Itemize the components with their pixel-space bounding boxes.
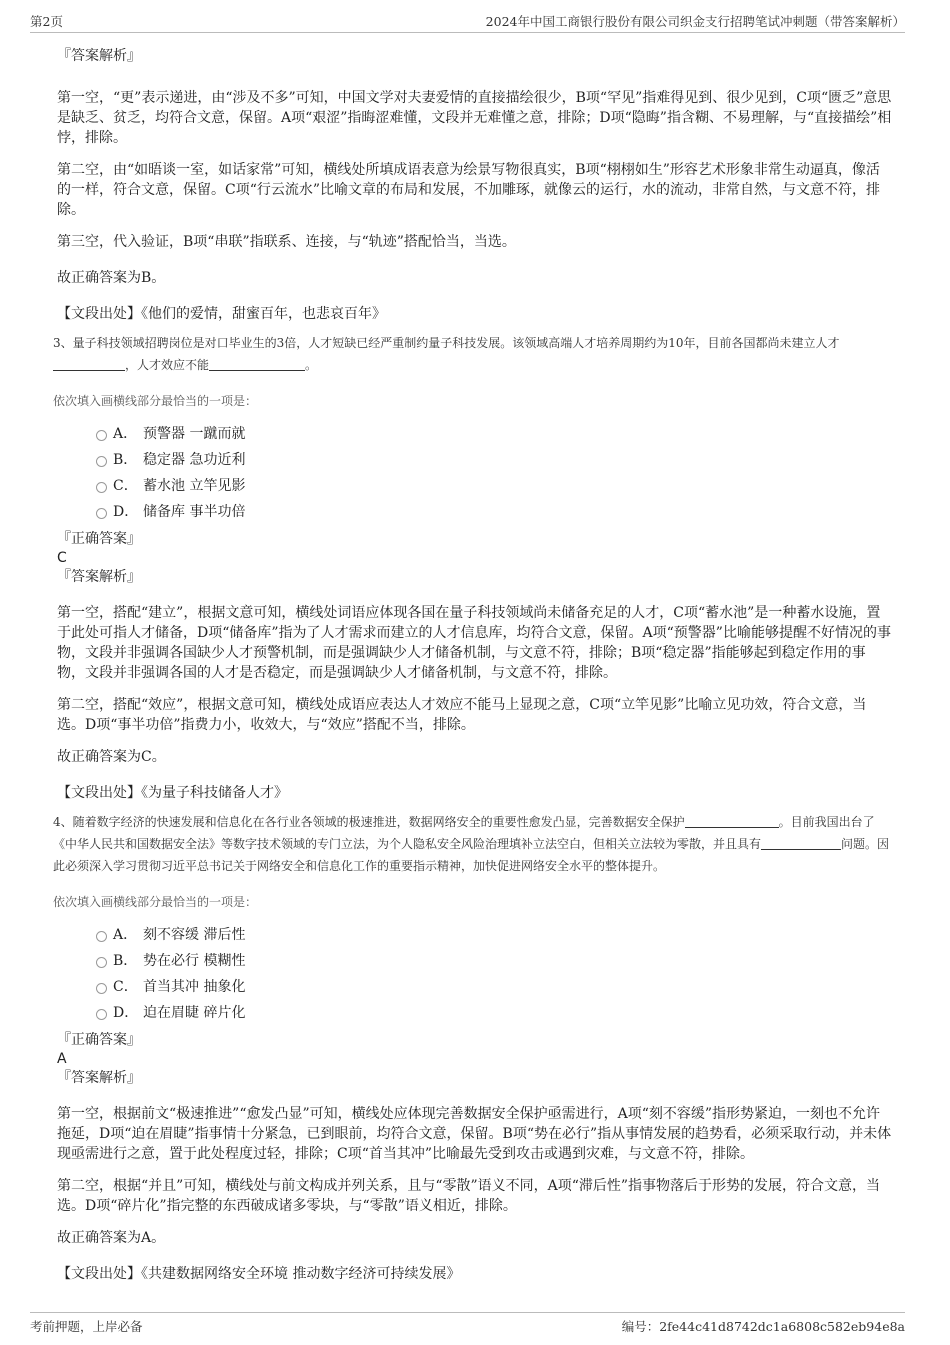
- radio-button[interactable]: [96, 931, 107, 942]
- page-number: 第2页: [30, 14, 63, 29]
- option-item[interactable]: A． 刻不容缓 滞后性: [57, 922, 893, 948]
- option-item[interactable]: B． 稳定器 急功近利: [57, 447, 893, 473]
- source-citation: 【文段出处】《他们的爱情，甜蜜百年，也悲哀百年》: [57, 306, 386, 322]
- question-text: 3、量子科技领域招聘岗位是对口毕业生的3倍，人才短缺已经严重制约量子科技发展。该领域高端人才培养周期约为10年，目前各国都尚未建立人才，人才效应不能 。: [53, 336, 840, 372]
- answer-blank: [209, 356, 305, 371]
- correct-answer-label: 『正确答案』: [57, 531, 141, 547]
- options-list: [57, 922, 893, 1026]
- footer-slogan: 考前押题，上岸必备: [30, 1319, 143, 1334]
- analysis-paragraph: 第一空，根据前文“极速推进”“愈发凸显”可知，横线处应体现完善数据安全保护亟需进行，A项“刻不容缓”指形势紧迫，一刻也不允许拖延，D项“迫在眉睫”指事情十分紧急，已到眼前，均符合文意，保留。B项“势在必行”指从事情发展的趋势看，必须采取行动，并未体现亟需进行之意，置于此处程度过轻，排除；C项“首当其冲”比喻最先受到攻击或遇到灾难，与文意不符，排除。: [57, 1106, 892, 1162]
- analysis-paragraph: 第二空，搭配“效应”，根据文意可知，横线处成语应表达人才效应不能马上显现之意，C项“立竿见影”比喻立见功效，符合文意，当选。D项“事半功倍”指费力小，收效大，与“效应”搭配不当，排除。: [57, 697, 867, 733]
- correct-answer-value: A: [57, 1051, 67, 1067]
- radio-button[interactable]: [96, 508, 107, 519]
- radio-button[interactable]: [96, 983, 107, 994]
- source-citation: 【文段出处】《为量子科技储备人才》: [57, 785, 288, 801]
- source-citation: 【文段出处】《共建数据网络安全环境 推动数字经济可持续发展》: [57, 1266, 461, 1282]
- options-list: [57, 421, 893, 525]
- option-item[interactable]: C． 蓄水池 立竿见影: [57, 473, 893, 499]
- answer-blank: [53, 356, 125, 371]
- analysis-paragraph: 第一空，“更”表示递进，由“涉及不多”可知，中国文学对夫妻爱情的直接描绘很少，B项“罕见”指难得见到、很少见到，C项“匮乏”意思是缺乏、贫乏，均符合文意，保留。A项“艰涩”指晦涩难懂，文段并无难懂之意，排除；D项“隐晦”指含糊、不易理解，与“直接描绘”相悖，排除。: [57, 90, 892, 146]
- radio-button[interactable]: [96, 430, 107, 441]
- radio-button[interactable]: [96, 482, 107, 493]
- correct-answer-value: C: [57, 550, 67, 566]
- analysis-label: 『答案解析』: [57, 48, 141, 64]
- answer-statement: 故正确答案为A。: [57, 1230, 166, 1246]
- analysis-paragraph: 第二空，根据“并且”可知，横线处与前文构成并列关系，且与“零散”语义不同，A项“滞后性”指事物落后于形势的发展，符合文意，当选。D项“碎片化”指完整的东西破成诸多零块，与“零散”语义相近，排除。: [57, 1178, 881, 1214]
- answer-blank: [685, 813, 779, 828]
- answer-statement: 故正确答案为C。: [57, 749, 166, 765]
- page-header: [30, 10, 905, 33]
- analysis-paragraph: 第二空，由“如晤谈一室，如话家常”可知，横线处所填成语表意为绘景写物很真实，B项“栩栩如生”形容艺术形象非常生动逼真，像活的一样，符合文意，保留。C项“行云流水”比喻文章的布局和发展，不加雕琢，就像云的运行，水的流动，非常自然，与文意不符，排除。: [57, 162, 881, 218]
- answer-blank: [761, 835, 841, 850]
- page-footer: [30, 1312, 905, 1333]
- analysis-paragraph: 第一空，搭配“建立”，根据文意可知，横线处词语应体现各国在量子科技领域尚未储备充足的人才，C项“蓄水池”是一种蓄水设施，置于此处可指人才储备，D项“储备库”指为了人才需求而建立的人才信息库，均符合文意，保留。A项“预警器”比喻能够提醒不好情况的事物，文段并非强调各国缺少人才预警机制，而是强调缺少人才储备机制，与文意不符，排除；B项“稳定器”指能够起到稳定作用的事物，文段并非强调各国的人才是否稳定，而是强调缺少人才储备机制，与文意不符，排除。: [57, 605, 891, 681]
- answer-statement: 故正确答案为B。: [57, 270, 166, 286]
- correct-answer-label: 『正确答案』: [57, 1032, 141, 1048]
- option-item[interactable]: D． 迫在眉睫 碎片化: [57, 1000, 893, 1026]
- page-content: [53, 38, 893, 1284]
- option-item[interactable]: D． 储备库 事半功倍: [57, 499, 893, 525]
- analysis-label: 『答案解析』: [57, 1070, 141, 1086]
- option-item[interactable]: B． 势在必行 模糊性: [57, 948, 893, 974]
- document-id: 编号：2fe44c41d8742dc1a6808c582eb94e8a: [621, 1319, 905, 1334]
- document-title: 2024年中国工商银行股份有限公司织金支行招聘笔试冲刺题（带答案解析）: [485, 14, 905, 29]
- radio-button[interactable]: [96, 1009, 107, 1020]
- question-prompt: 依次填入画横线部分最恰当的一项是：: [53, 895, 258, 909]
- radio-button[interactable]: [96, 456, 107, 467]
- option-item[interactable]: A． 预警器 一蹴而就: [57, 421, 893, 447]
- radio-button[interactable]: [96, 957, 107, 968]
- question-text: 4、随着数字经济的快速发展和信息化在各行业各领域的极速推进，数据网络安全的重要性愈发凸显，完善数据安全保护 。目前我国出台了《中华人民共和国数据安全法》等数字技术领域的专门立法，为个人隐私安全风险治理填补立法空白，但相关立法较为零散，并且具有 问题。因此必须深入学习贯彻习近平总书记关于网络安全和信息化工作的重要指示精神，加快促进网络安全水平的整体提升。: [53, 815, 890, 873]
- analysis-paragraph: 第三空，代入验证，B项“串联”指联系、连接，与“轨迹”搭配恰当，当选。: [57, 234, 516, 250]
- analysis-label: 『答案解析』: [57, 569, 141, 585]
- option-item[interactable]: C． 首当其冲 抽象化: [57, 974, 893, 1000]
- question-prompt: 依次填入画横线部分最恰当的一项是：: [53, 394, 258, 408]
